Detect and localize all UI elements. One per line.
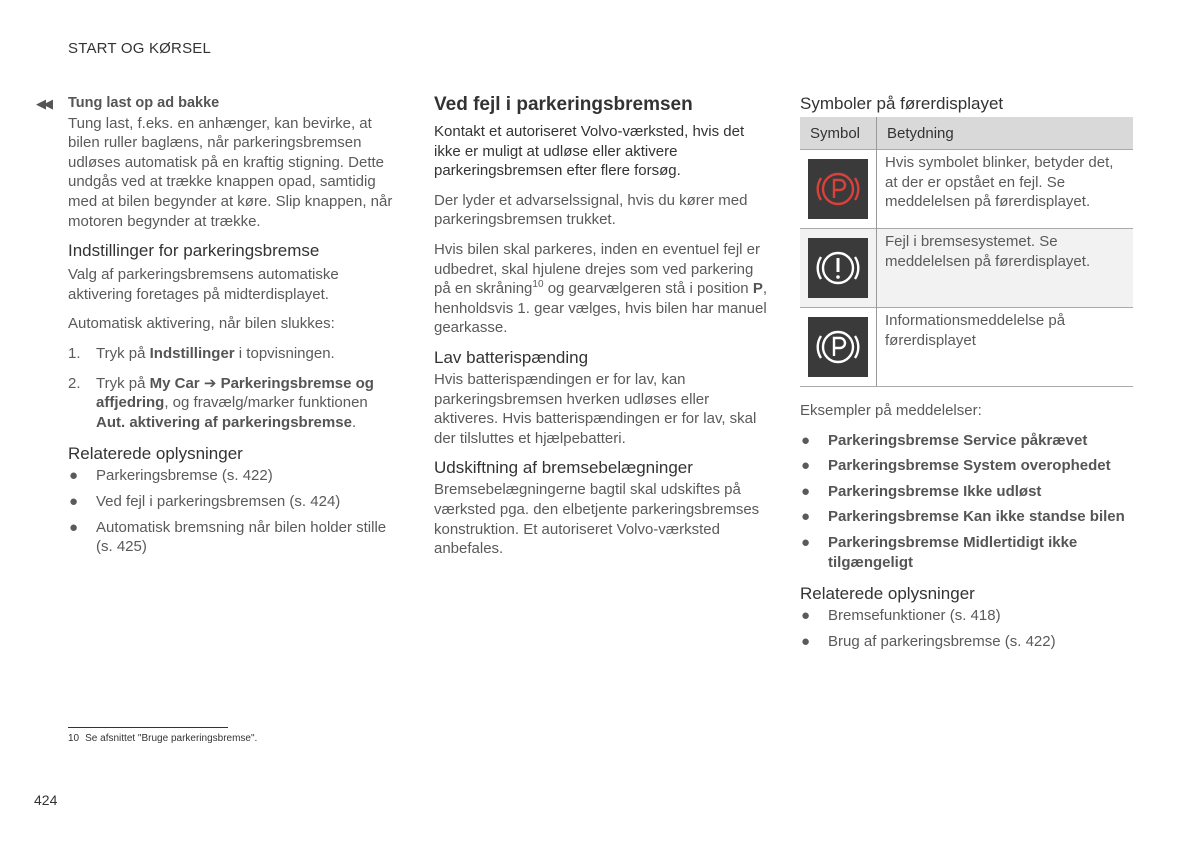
table-row: [800, 150, 1133, 229]
footnote-ref[interactable]: 10: [532, 279, 544, 291]
parking-text: Hvis bilen skal parkeres, inden en eventuel fejl er udbedret, skal hjulene drejes som ved parkering på en skråning$^{10}$ og gearvælgeren stå i position P, henholdsvis 1. gear vælges, hvis bilen har manuel gearkasse.: [434, 240, 768, 337]
header-meaning: Betydning: [877, 117, 1134, 150]
previous-page-marker-icon[interactable]: ◀◀: [36, 96, 50, 111]
column-middle: [434, 94, 770, 569]
row-meaning: Fejl i bremsesystemet. Se meddelelsen på førerdisplayet.: [877, 229, 1134, 308]
arrow-right-icon: ➔: [199, 374, 221, 392]
table-row: [800, 308, 1133, 387]
related-list-right: [800, 606, 1133, 651]
battery-heading: Lav batterispænding: [434, 347, 589, 367]
header-symbol: Symbol: [800, 117, 877, 150]
warning-text: Der lyder et advarselssignal, hvis du kører med parkeringsbremsen trukket.: [434, 191, 748, 229]
page-number: 424: [34, 792, 58, 808]
footnote: 10 Se afsnittet "Bruge parkeringsbremse".: [68, 733, 258, 744]
related-heading-left: Relaterede oplysninger: [68, 444, 243, 464]
menu-link-settings[interactable]: Indstillinger: [149, 344, 235, 362]
parking-brake-info-icon: [808, 317, 868, 377]
list-item: ● Parkeringsbremse Ikke udløst: [801, 482, 1042, 500]
section-title: Ved fejl i parkeringsbremsen: [434, 94, 693, 115]
brake-system-warning-icon: [808, 238, 868, 298]
related-link[interactable]: ● Bremsefunktioner (s. 418): [801, 607, 1001, 625]
table-header-row: [800, 117, 1133, 150]
steps-list: [68, 344, 398, 432]
list-item: ● Parkeringsbremse Service påkrævet: [801, 431, 1088, 449]
step-2: 2. Tryk på My Car ➔ Parkeringsbremse og affjedring, og fravælg/marker funktionen Aut. aktivering af parkeringsbremse.: [68, 374, 374, 431]
list-item: ● Parkeringsbremse System overophedet: [801, 457, 1111, 475]
examples-intro: Eksempler på meddelelser:: [800, 402, 982, 419]
menu-link-auto-activation[interactable]: Aut. aktivering af parkeringsbremse: [96, 413, 352, 431]
related-link[interactable]: ● Automatisk bremsning når bilen holder stille (s. 425): [69, 518, 387, 556]
settings-text: Valg af parkeringsbremsens automatiske aktivering foretages på midterdisplayet.: [68, 266, 339, 303]
heavy-load-heading: Tung last op ad bakke: [68, 95, 220, 111]
column-right: [800, 94, 1133, 657]
running-header: START OG KØRSEL: [68, 40, 212, 57]
settings-heading: Indstillinger for parkeringsbremse: [68, 241, 320, 261]
row-meaning: Hvis symbolet blinker, betyder det, at der er opstået en fejl. Se meddelelsen på førerdisplayet.: [877, 150, 1134, 229]
footnote-divider: [68, 727, 228, 728]
symbols-heading: Symboler på førerdisplayet: [800, 94, 1004, 113]
auto-activation-text: Automatisk aktivering, når bilen slukkes:: [68, 315, 335, 333]
heavy-load-text: Tung last, f.eks. en anhænger, kan bevirke, at bilen ruller baglæns, når parkeringsbremsen udløses automatisk på en kraftig stigning. Dette undgås ved at trække knappen opad, samtidig med at bilen begynder at køre. Slip knappen, når motoren begynder at trække.: [68, 114, 393, 230]
list-item: ● Parkeringsbremse Midlertidigt ikke tilgængeligt: [801, 533, 1078, 571]
row-meaning: Informationsmeddelelse på førerdisplayet: [877, 308, 1134, 387]
menu-link-parking-brake-suspension[interactable]: Parkeringsbremse og affjedring: [96, 374, 374, 412]
related-list-left: [68, 466, 398, 556]
pads-heading: Udskiftning af bremsebelægninger: [434, 458, 693, 478]
parking-brake-red-icon: [808, 159, 868, 219]
step-1: 1. Tryk på Indstillinger i topvisningen.: [68, 344, 335, 362]
table-row: [800, 229, 1133, 308]
intro-text: Kontakt et autoriseret Volvo-værksted, hvis det ikke er muligt at udløse eller aktivere parkeringsbremsen efter flere forsøg.: [434, 123, 745, 180]
related-heading-right: Relaterede oplysninger: [800, 584, 975, 604]
column-left: [36, 94, 398, 563]
battery-text: Hvis batterispændingen er for lav, kan parkeringsbremsen hverken udløses eller aktiveres. Hvis batterispændingen er for lav, skal der tilsluttes et hjælpebatteri.: [434, 370, 757, 447]
related-link[interactable]: ● Brug af parkeringsbremse (s. 422): [801, 632, 1056, 650]
list-item: ● Parkeringsbremse Kan ikke standse bilen: [801, 508, 1125, 526]
menu-link-my-car[interactable]: My Car: [149, 374, 200, 392]
related-link[interactable]: ● Ved fejl i parkeringsbremsen (s. 424): [69, 492, 341, 510]
examples-list: [800, 431, 1133, 573]
related-link[interactable]: ● Parkeringsbremse (s. 422): [69, 467, 273, 485]
symbols-table: [800, 117, 1133, 387]
pads-text: Bremsebelægningerne bagtil skal udskiftes på værksted pga. den elbetjente parkeringsbremses konstruktion. Et autoriseret Volvo-værksted anbefales.: [434, 481, 760, 558]
